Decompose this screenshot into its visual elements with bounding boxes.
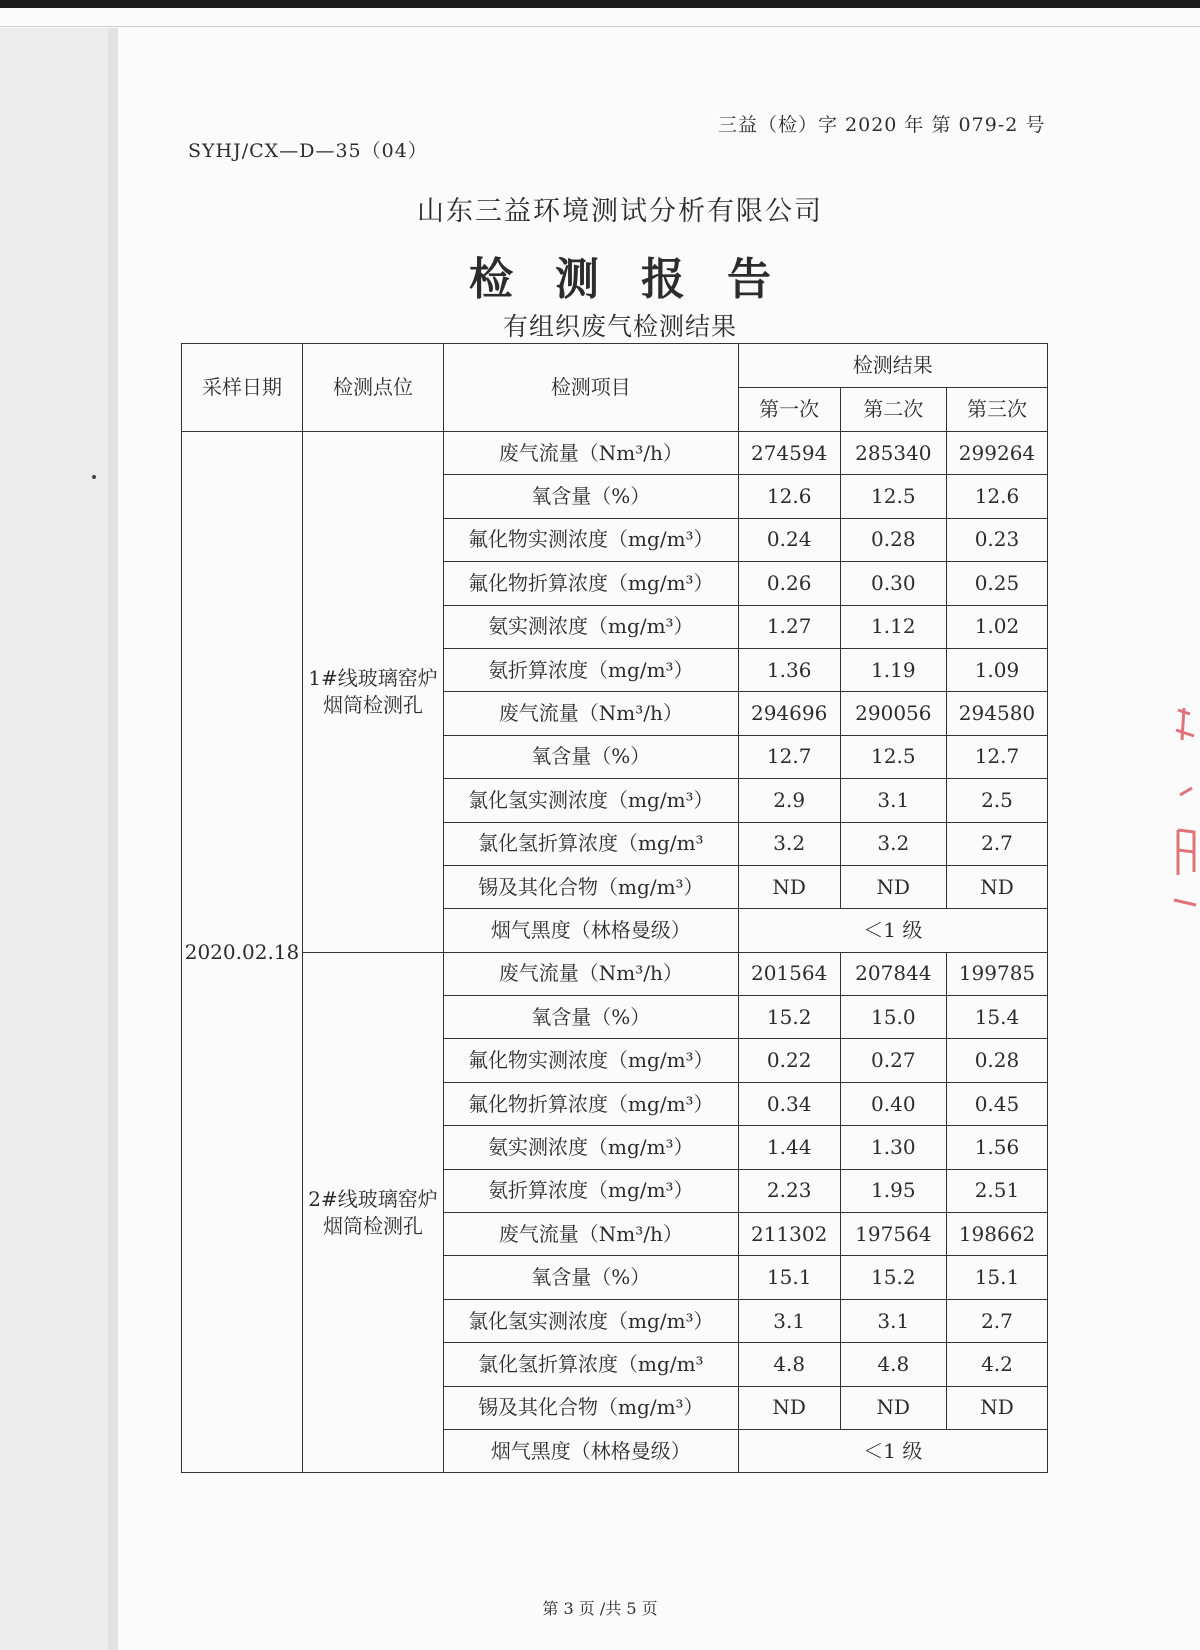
item-cell: 氟化物折算浓度（mg/m³） bbox=[444, 1082, 739, 1125]
value-cell-v3: 4.2 bbox=[946, 1343, 1047, 1386]
value-cell-v1: 3.2 bbox=[738, 822, 840, 865]
value-cell-v2: 3.1 bbox=[840, 779, 946, 822]
value-cell-v3: 198662 bbox=[946, 1213, 1047, 1256]
value-cell-v1: 0.26 bbox=[738, 562, 840, 605]
value-cell-v1: 201564 bbox=[738, 952, 840, 995]
value-cell-v2: 0.30 bbox=[840, 562, 946, 605]
value-cell-v1: 3.1 bbox=[738, 1299, 840, 1342]
value-cell-v1: 2.9 bbox=[738, 779, 840, 822]
value-cell-v3: 299264 bbox=[946, 432, 1047, 475]
item-cell: 废气流量（Nm³/h） bbox=[444, 692, 739, 735]
value-cell-v2: 12.5 bbox=[840, 735, 946, 778]
value-cell-v1: 1.27 bbox=[738, 605, 840, 648]
value-cell-v2: 0.40 bbox=[840, 1082, 946, 1125]
value-cell-v2: 12.5 bbox=[840, 475, 946, 518]
value-cell-v2: 197564 bbox=[840, 1213, 946, 1256]
value-cell-v3: 2.51 bbox=[946, 1169, 1047, 1212]
item-cell: 废气流量（Nm³/h） bbox=[444, 952, 739, 995]
value-cell-v3: ND bbox=[946, 865, 1047, 908]
item-cell: 氧含量（%） bbox=[444, 996, 739, 1039]
item-cell: 氯化氢折算浓度（mg/m³ bbox=[444, 1343, 739, 1386]
header-results: 检测结果 bbox=[738, 344, 1047, 388]
value-cell-v1: 0.24 bbox=[738, 518, 840, 561]
value-cell-v3: 1.56 bbox=[946, 1126, 1047, 1169]
item-cell: 烟气黑度（林格曼级） bbox=[444, 909, 739, 952]
value-cell-v2: ND bbox=[840, 865, 946, 908]
value-cell-v3: 2.7 bbox=[946, 1299, 1047, 1342]
value-cell-v3: 2.7 bbox=[946, 822, 1047, 865]
results-table bbox=[181, 343, 1048, 1473]
value-cell-v3: 0.25 bbox=[946, 562, 1047, 605]
value-cell-v1: 0.34 bbox=[738, 1082, 840, 1125]
value-cell-v2: 3.2 bbox=[840, 822, 946, 865]
page-number: 第 3 页 /共 5 页 bbox=[542, 1599, 658, 1618]
value-cell-v2: 15.0 bbox=[840, 996, 946, 1039]
item-cell: 氯化氢实测浓度（mg/m³） bbox=[444, 1299, 739, 1342]
header-location: 检测点位 bbox=[303, 344, 444, 432]
value-cell-v1: 2.23 bbox=[738, 1169, 840, 1212]
item-cell: 氧含量（%） bbox=[444, 735, 739, 778]
blackness-value-cell: ＜1 级 bbox=[738, 909, 1047, 952]
value-cell-v1: 4.8 bbox=[738, 1343, 840, 1386]
item-cell: 氨实测浓度（mg/m³） bbox=[444, 1126, 739, 1169]
value-cell-v3: 1.02 bbox=[946, 605, 1047, 648]
value-cell-v1: 294696 bbox=[738, 692, 840, 735]
value-cell-v1: 12.6 bbox=[738, 475, 840, 518]
value-cell-v3: 0.45 bbox=[946, 1082, 1047, 1125]
location-cell: 2#线玻璃窑炉烟筒检测孔 bbox=[303, 952, 444, 1473]
table-row bbox=[182, 432, 1048, 475]
value-cell-v3: 2.5 bbox=[946, 779, 1047, 822]
value-cell-v3: ND bbox=[946, 1386, 1047, 1429]
value-cell-v1: 0.22 bbox=[738, 1039, 840, 1082]
value-cell-v1: ND bbox=[738, 865, 840, 908]
value-cell-v3: 1.09 bbox=[946, 648, 1047, 691]
header-run-1: 第一次 bbox=[738, 388, 840, 432]
item-cell: 烟气黑度（林格曼级） bbox=[444, 1429, 739, 1472]
value-cell-v2: 1.95 bbox=[840, 1169, 946, 1212]
value-cell-v3: 15.4 bbox=[946, 996, 1047, 1039]
table-title: 有组织废气检测结果 bbox=[502, 312, 737, 341]
value-cell-v3: 15.1 bbox=[946, 1256, 1047, 1299]
scan-speck bbox=[92, 475, 96, 479]
value-cell-v3: 294580 bbox=[946, 692, 1047, 735]
value-cell-v1: 15.2 bbox=[738, 996, 840, 1039]
item-cell: 氟化物实测浓度（mg/m³） bbox=[444, 518, 739, 561]
value-cell-v2: 1.30 bbox=[840, 1126, 946, 1169]
value-cell-v1: 1.44 bbox=[738, 1126, 840, 1169]
value-cell-v1: 15.1 bbox=[738, 1256, 840, 1299]
value-cell-v2: 4.8 bbox=[840, 1343, 946, 1386]
table-row bbox=[182, 952, 1048, 995]
value-cell-v2: 0.27 bbox=[840, 1039, 946, 1082]
form-code: SYHJ/CX—D—35（04） bbox=[188, 140, 428, 162]
item-cell: 氟化物折算浓度（mg/m³） bbox=[444, 562, 739, 605]
header-run-2: 第二次 bbox=[840, 388, 946, 432]
scan-top-line bbox=[0, 26, 1200, 27]
blackness-value-cell: ＜1 级 bbox=[738, 1429, 1047, 1472]
value-cell-v2: 15.2 bbox=[840, 1256, 946, 1299]
scan-top-edge bbox=[0, 0, 1200, 8]
item-cell: 废气流量（Nm³/h） bbox=[444, 1213, 739, 1256]
location-cell: 1#线玻璃窑炉烟筒检测孔 bbox=[303, 432, 444, 953]
item-cell: 氨折算浓度（mg/m³） bbox=[444, 648, 739, 691]
value-cell-v2: 1.19 bbox=[840, 648, 946, 691]
header-item: 检测项目 bbox=[444, 344, 739, 432]
value-cell-v3: 0.28 bbox=[946, 1039, 1047, 1082]
value-cell-v2: 207844 bbox=[840, 952, 946, 995]
header-sampling-date: 采样日期 bbox=[182, 344, 303, 432]
item-cell: 氯化氢折算浓度（mg/m³ bbox=[444, 822, 739, 865]
value-cell-v1: ND bbox=[738, 1386, 840, 1429]
sampling-date-cell: 2020.02.18 bbox=[182, 432, 303, 1473]
item-cell: 氟化物实测浓度（mg/m³） bbox=[444, 1039, 739, 1082]
item-cell: 氨折算浓度（mg/m³） bbox=[444, 1169, 739, 1212]
value-cell-v2: 285340 bbox=[840, 432, 946, 475]
report-title: 检测报告 bbox=[469, 254, 813, 305]
item-cell: 氧含量（%） bbox=[444, 475, 739, 518]
item-cell: 锡及其化合物（mg/m³） bbox=[444, 865, 739, 908]
item-cell: 氧含量（%） bbox=[444, 1256, 739, 1299]
item-cell: 氨实测浓度（mg/m³） bbox=[444, 605, 739, 648]
value-cell-v2: 0.28 bbox=[840, 518, 946, 561]
header-run-3: 第三次 bbox=[946, 388, 1047, 432]
value-cell-v3: 12.7 bbox=[946, 735, 1047, 778]
value-cell-v2: ND bbox=[840, 1386, 946, 1429]
value-cell-v1: 1.36 bbox=[738, 648, 840, 691]
company-name: 山东三益环境测试分析有限公司 bbox=[417, 196, 823, 227]
item-cell: 废气流量（Nm³/h） bbox=[444, 432, 739, 475]
reference-number: 三益（检）字 2020 年 第 079-2 号 bbox=[718, 114, 1046, 136]
value-cell-v2: 1.12 bbox=[840, 605, 946, 648]
red-seal-fragment bbox=[1160, 700, 1200, 930]
value-cell-v1: 211302 bbox=[738, 1213, 840, 1256]
value-cell-v1: 274594 bbox=[738, 432, 840, 475]
value-cell-v2: 290056 bbox=[840, 692, 946, 735]
value-cell-v3: 199785 bbox=[946, 952, 1047, 995]
value-cell-v3: 0.23 bbox=[946, 518, 1047, 561]
value-cell-v1: 12.7 bbox=[738, 735, 840, 778]
item-cell: 氯化氢实测浓度（mg/m³） bbox=[444, 779, 739, 822]
value-cell-v3: 12.6 bbox=[946, 475, 1047, 518]
item-cell: 锡及其化合物（mg/m³） bbox=[444, 1386, 739, 1429]
value-cell-v2: 3.1 bbox=[840, 1299, 946, 1342]
